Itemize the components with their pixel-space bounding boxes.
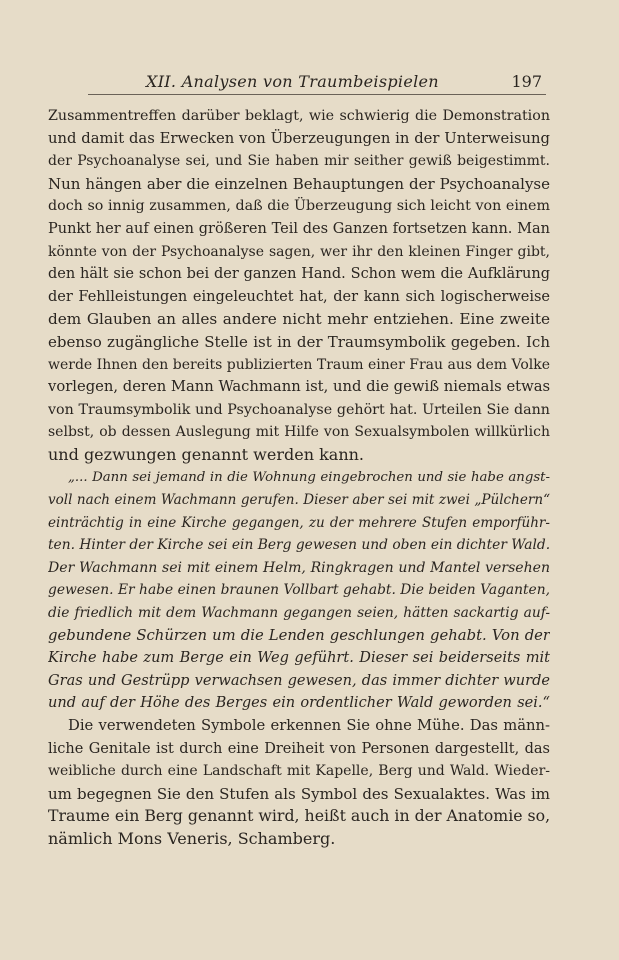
text-line: der Fehlleistungen eingeleuchtet hat, der kann sich logischerweise [48,288,550,305]
quote-line: ten. Hinter der Kirche sei ein Berg gewesen und oben ein dichter Wald. [48,537,550,554]
quote-line: Der Wachmann sei mit einem Helm, Ringkragen und Mantel versehen [48,559,550,576]
text-line: Punkt her auf einen größeren Teil des Ganzen fortsetzen kann. Man [48,220,550,237]
text-line: werde Ihnen den bereits publizierten Traum einer Frau aus dem Volke [48,356,550,373]
text-line: Die verwendeten Symbole erkennen Sie ohne Mühe. Das männ- [68,717,550,735]
quote-line: voll nach einem Wachmann gerufen. Dieser aber sei mit zwei „Pülchern“ [48,492,550,509]
text-line: liche Genitale ist durch eine Dreiheit von Personen dargestellt, das [48,740,550,757]
text-line: nämlich Mons Veneris, Schamberg. [48,829,336,848]
text-line: und damit das Erwecken von Überzeugungen in der Unterweisung [48,129,550,147]
text-line: selbst, ob dessen Auslegung mit Hilfe von Sexualsymbolen willkürlich [48,424,550,441]
page-number: 197 [511,72,542,91]
text-line: der Psychoanalyse sei, und Sie haben mir seither gewiß beigestimmt. [48,153,550,170]
running-head: XII. Analysen von Traumbeispielen [146,72,439,91]
text-line: weibliche durch eine Landschaft mit Kapelle, Berg und Wald. Wieder- [48,763,550,780]
text-line: ebenso zugängliche Stelle ist in der Traumsymbolik gegeben. Ich [48,332,550,351]
quote-line: Kirche habe zum Berge ein Weg geführt. Dieser sei beiderseits mit [48,649,550,667]
text-line: könnte von der Psychoanalyse sagen, wer ihr den kleinen Finger gibt, [48,243,550,260]
quote-line: gebundene Schürzen um die Lenden geschlungen gehabt. Von der [48,626,550,644]
quote-line: gewesen. Er habe einen braunen Vollbart gehabt. Die beiden Vaganten, [48,582,550,599]
text-line: Nun hängen aber die einzelnen Behauptungen der Psychoanalyse [48,174,550,193]
quote-line: Gras und Gestrüpp verwachsen gewesen, das immer dichter wurde [48,671,550,689]
quote-line: „... Dann sei jemand in die Wohnung eingebrochen und sie habe angst- [68,469,550,485]
text-line: Zusammentreffen darüber beklagt, wie schwierig die Demonstration [48,108,550,124]
text-line: Traume ein Berg genannt wird, heißt auch in der Anatomie so, [48,806,550,826]
page-header [88,64,546,95]
text-line: und gezwungen genannt werden kann. [48,444,365,464]
body-text [48,105,550,851]
text-line: um begegnen Sie den Stufen als Symbol des Sexualaktes. Was im [48,784,550,803]
text-line: vorlegen, deren Mann Wachmann ist, und die gewiß niemals etwas [48,378,550,396]
text-line: von Traumsymbolik und Psychoanalyse gehört hat. Urteilen Sie dann [48,401,550,418]
text-line: den hält sie schon bei der ganzen Hand. Schon wem die Aufklärung [48,266,550,283]
quote-line: einträchtig in eine Kirche gegangen, zu der mehrere Stufen emporführ- [48,514,550,531]
text-line: doch so innig zusammen, daß die Überzeugung sich leicht von einem [48,198,550,215]
quote-line: die friedlich mit dem Wachmann gegangen seien, hätten sackartig auf- [48,605,550,622]
quote-line: und auf der Höhe des Berges ein ordentlicher Wald geworden sei.“ [48,694,550,712]
text-line: dem Glauben an alles andere nicht mehr entziehen. Eine zweite [48,310,550,329]
